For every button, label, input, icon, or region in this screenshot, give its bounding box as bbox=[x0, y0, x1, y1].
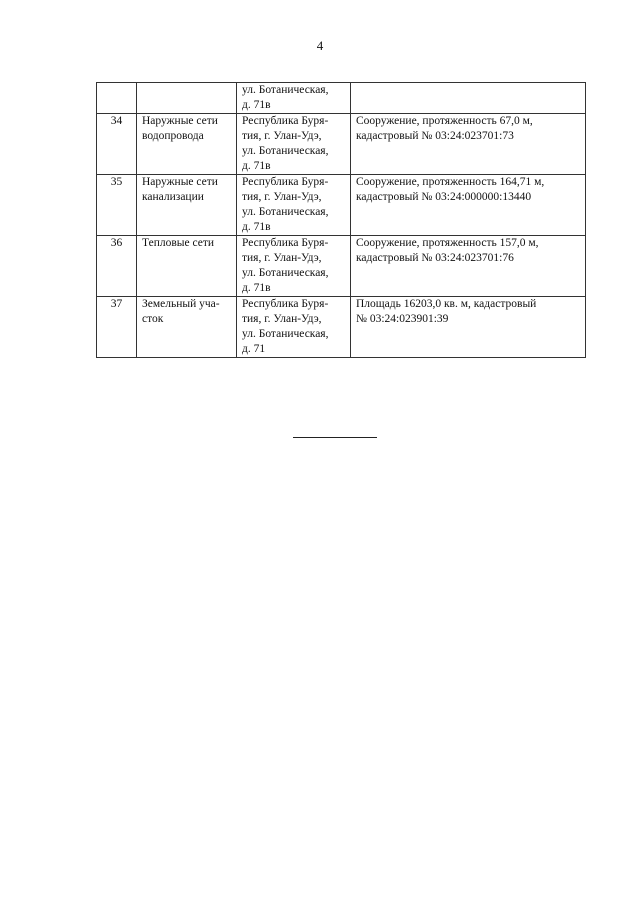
object-name-cell: Наружные сети канализации bbox=[137, 175, 237, 236]
table-row bbox=[97, 297, 586, 358]
end-of-document-rule bbox=[293, 437, 377, 438]
description-cell: Сооружение, протяженность 67,0 м, кадастровый № 03:24:023701:73 bbox=[351, 114, 586, 175]
description-cell: Площадь 16203,0 кв. м, кадастровый № 03:24:023901:39 bbox=[351, 297, 586, 358]
description-cell: Сооружение, протяженность 164,71 м, кадастровый № 03:24:000000:13440 bbox=[351, 175, 586, 236]
object-name-cell bbox=[137, 83, 237, 114]
table-row bbox=[97, 114, 586, 175]
description-cell: Сооружение, протяженность 157,0 м, кадастровый № 03:24:023701:76 bbox=[351, 236, 586, 297]
row-number-cell bbox=[97, 83, 137, 114]
property-table bbox=[96, 82, 586, 358]
row-number-cell: 34 bbox=[97, 114, 137, 175]
row-number-cell: 36 bbox=[97, 236, 137, 297]
page-number: 4 bbox=[316, 38, 324, 53]
object-name-cell: Тепловые сети bbox=[137, 236, 237, 297]
address-cell: Республика Буря- тия, г. Улан-Удэ, ул. Ботаническая, д. 71в bbox=[237, 236, 351, 297]
address-cell: Республика Буря- тия, г. Улан-Удэ, ул. Ботаническая, д. 71в bbox=[237, 175, 351, 236]
address-cell: Республика Буря- тия, г. Улан-Удэ, ул. Ботаническая, д. 71 bbox=[237, 297, 351, 358]
row-number-cell: 35 bbox=[97, 175, 137, 236]
object-name-cell: Наружные сети водопровода bbox=[137, 114, 237, 175]
table-row bbox=[97, 83, 586, 114]
description-cell bbox=[351, 83, 586, 114]
table-row bbox=[97, 236, 586, 297]
object-name-cell: Земельный уча- сток bbox=[137, 297, 237, 358]
address-cell: ул. Ботаническая, д. 71в bbox=[237, 83, 351, 114]
address-cell: Республика Буря- тия, г. Улан-Удэ, ул. Ботаническая, д. 71в bbox=[237, 114, 351, 175]
row-number-cell: 37 bbox=[97, 297, 137, 358]
table-row bbox=[97, 175, 586, 236]
